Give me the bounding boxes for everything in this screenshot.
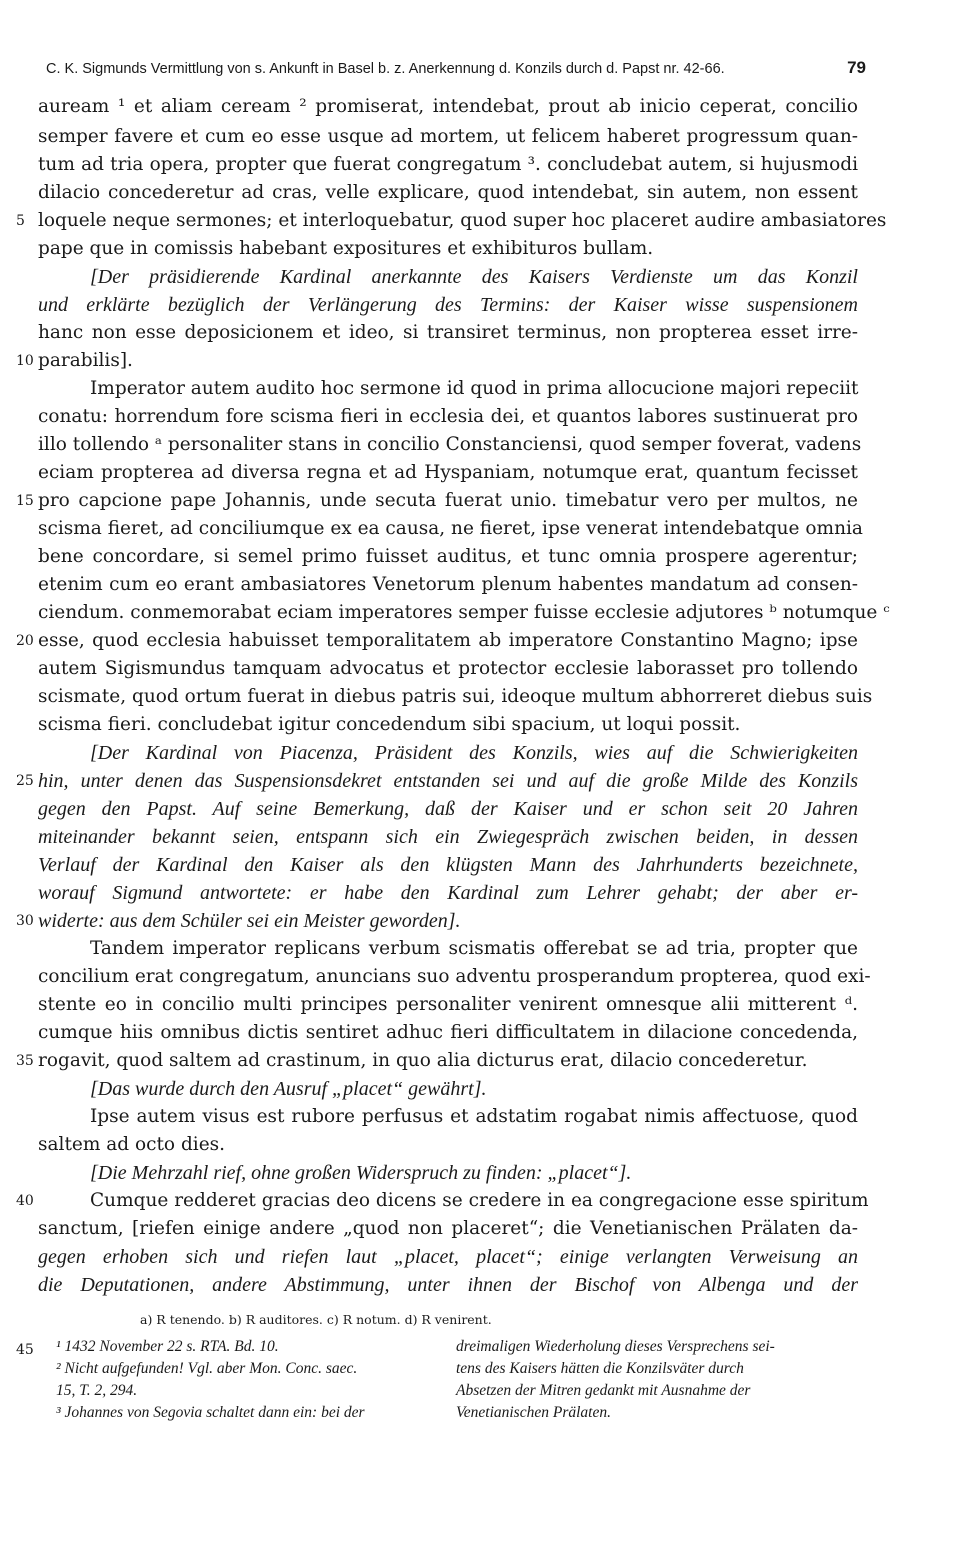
text-line: bene concordare, si semel primo fuisset auditus, et tunc omnia prospere agerentur; <box>38 546 858 567</box>
text-line-italic: und erklärte bezüglich der Verlängerung des Termins: der Kaiser wisse suspensionem <box>38 294 858 316</box>
text-line: auream ¹ et aliam ceream ² promiserat, intendebat, prout ab inicio ceperat, concilio <box>38 96 858 117</box>
text-line: Ipse autem visus est rubore perfusus et adstatim rogabat nimis affectuose, quod <box>90 1106 858 1127</box>
text-line-italic: Verlauf der Kardinal den Kaiser als den klügsten Mann des Jahrhunderts bezeichnete, <box>38 854 858 876</box>
running-title: C. K. Sigmunds Vermittlung von s. Ankunft in Basel b. z. Anerkennung d. Konzils durch d. Papst nr. 42-66. <box>46 61 725 77</box>
critical-apparatus: a) R tenendo. b) R auditores. c) R notum. d) R venirent. <box>140 1312 492 1327</box>
text-line-italic: worauf Sigmund antwortete: er habe den Kardinal zum Lehrer gehabt; der aber er- <box>38 882 858 904</box>
text-line: scisma fieri. concludebat igitur concedendum sibi spacium, ut loqui possit. <box>38 714 741 735</box>
text-line-italic: [Das wurde durch den Ausruf „placet“ gewährt]. <box>90 1078 487 1100</box>
text-line-italic: die Deputationen, andere Abstimmung, unter ihnen der Bischof von Albenga und der <box>38 1274 858 1296</box>
text-line: illo tollendo ᵃ personaliter stans in concilio Constanciensi, quod semper foverat, vadens <box>38 434 862 455</box>
text-line-italic: gegen erhoben sich und riefen laut „placet, placet“; einige verlangten Verweisung an <box>38 1246 858 1268</box>
footnote-line: Venetianischen Prälaten. <box>456 1404 611 1421</box>
text-line: tum ad tria opera, propter que fuerat congregatum ³. concludebat autem, si hujusmodi <box>38 154 858 175</box>
text-line-italic: [Die Mehrzahl rief, ohne großen Widerspruch zu finden: „placet“]. <box>90 1162 632 1184</box>
text-line: Imperator autem audito hoc sermone id quod in prima allocucione majori repeciit <box>90 378 859 399</box>
text-line: cumque hiis omnibus dictis sentiret adhuc fieri difficultatem in dilacione concedenda, <box>38 1022 858 1043</box>
text-line: pape que in comissis habebant expositures et exhibituros bullam. <box>38 238 654 259</box>
page-number: 79 <box>847 58 866 77</box>
text-line: dilacio concederetur ad cras, velle explicare, quod intendebat, sin autem, non essent <box>38 182 858 203</box>
text-line: 35 rogavit, quod saltem ad crastinum, in quo alia dicturus erat, dilacio concederetur. <box>16 1050 808 1071</box>
text-line: conatu: horrendum fore scisma fieri in ecclesia dei, et quantos labores sustinuerat pro <box>38 406 858 427</box>
footnote-line: 15, T. 2, 294. <box>56 1382 138 1399</box>
text-line: saltem ad octo dies. <box>38 1134 226 1155</box>
text-line: scismate, quod ortum fuerat in diebus patris sui, ideoque multum abhorreret diebus suis <box>38 686 873 707</box>
text-line-italic: miteinander bekannt seien, entspann sich ein Zwiegespräch zwischen beiden, in dessen <box>38 826 858 848</box>
footnote-line: dreimaligen Wiederholung dieses Versprechens sei- <box>456 1338 775 1355</box>
footnote-line: tens des Kaisers hätten die Konzilsväter durch <box>456 1360 744 1377</box>
text-line: eciam propterea ad diversa regna et ad Hyspaniam, notumque erat, quantum fecisset <box>38 462 858 483</box>
text-line: autem Sigismundus tamquam advocatus et protector ecclesie laborasset pro tollendo <box>38 658 858 679</box>
text-line: semper favere et cum eo esse usque ad mortem, ut felicem haberet progressum quan- <box>38 126 858 147</box>
text-line: 5 loquele neque sermones; et interloquebatur, quod super hoc placeret audire ambasiatores <box>16 210 887 231</box>
text-line: hanc non esse deposicionem et ideo, si transiret terminus, non propterea esset irre- <box>38 322 858 343</box>
text-line: stente eo in concilio multi principes personaliter venirent omnesque alii mitterent ᵈ. <box>38 994 858 1015</box>
footnote-line: ² Nicht aufgefunden! Vgl. aber Mon. Conc. saec. <box>56 1360 358 1377</box>
text-line: ciendum. conmemorabat eciam imperatores semper fuisse ecclesie adjutores ᵇ notumque ᶜ <box>38 602 890 623</box>
footnote-line: ¹ 1432 November 22 s. RTA. Bd. 10. <box>56 1338 279 1355</box>
running-header <box>46 58 866 82</box>
text-line: etenim cum eo erant ambasiatores Venetorum plenum habentes mandatum ad consen- <box>38 574 858 595</box>
text-line: 40 Cumque redderet gracias deo dicens se credere in ea congregacione esse spiritum <box>16 1190 869 1211</box>
text-line-italic: [Der präsidierende Kardinal anerkannte des Kaisers Verdienste um das Konzil <box>90 266 858 288</box>
text-line: concilium erat congregatum, anuncians suo adventu prosperandum propterea, quod exi- <box>38 966 871 987</box>
footnote-line: Absetzen der Mitren gedankt mit Ausnahme der <box>456 1382 751 1399</box>
text-line-italic: 30 widerte: aus dem Schüler sei ein Meister geworden]. <box>16 910 461 932</box>
footnote-line-number: 45 <box>16 1342 34 1358</box>
text-line: Tandem imperator replicans verbum scismatis offerebat se ad tria, propter que <box>90 938 858 959</box>
footnotes-left-column <box>56 1336 365 1424</box>
text-line: sanctum, [riefen einige andere „quod non placeret“; die Venetianischen Prälaten da- <box>38 1218 858 1239</box>
footnotes-right-column <box>456 1336 775 1424</box>
text-line: 20 esse, quod ecclesia habuisset temporalitatem ab imperatore Constantino Magno; ipse <box>16 630 858 651</box>
footnote-line: ³ Johannes von Segovia schaltet dann ein: bei der <box>56 1404 365 1421</box>
text-line: 15 pro capcione pape Johannis, unde secuta fuerat unio. timebatur vero per multos, ne <box>16 490 858 511</box>
text-line: 10 parabilis]. <box>16 350 133 371</box>
text-line-italic: 25 hin, unter denen das Suspensionsdekret entstanden sei und auf die große Milde des Konzils <box>16 770 858 792</box>
text-line: scisma fieret, ad conciliumque ex ea causa, ne fieret, ipse venerat intendebatque omnia <box>38 518 863 539</box>
text-line-italic: [Der Kardinal von Piacenza, Präsident des Konzils, wies auf die Schwierigkeiten <box>90 742 858 764</box>
text-line-italic: gegen den Papst. Auf seine Bemerkung, daß der Kaiser und er schon seit 20 Jahren <box>38 798 858 820</box>
